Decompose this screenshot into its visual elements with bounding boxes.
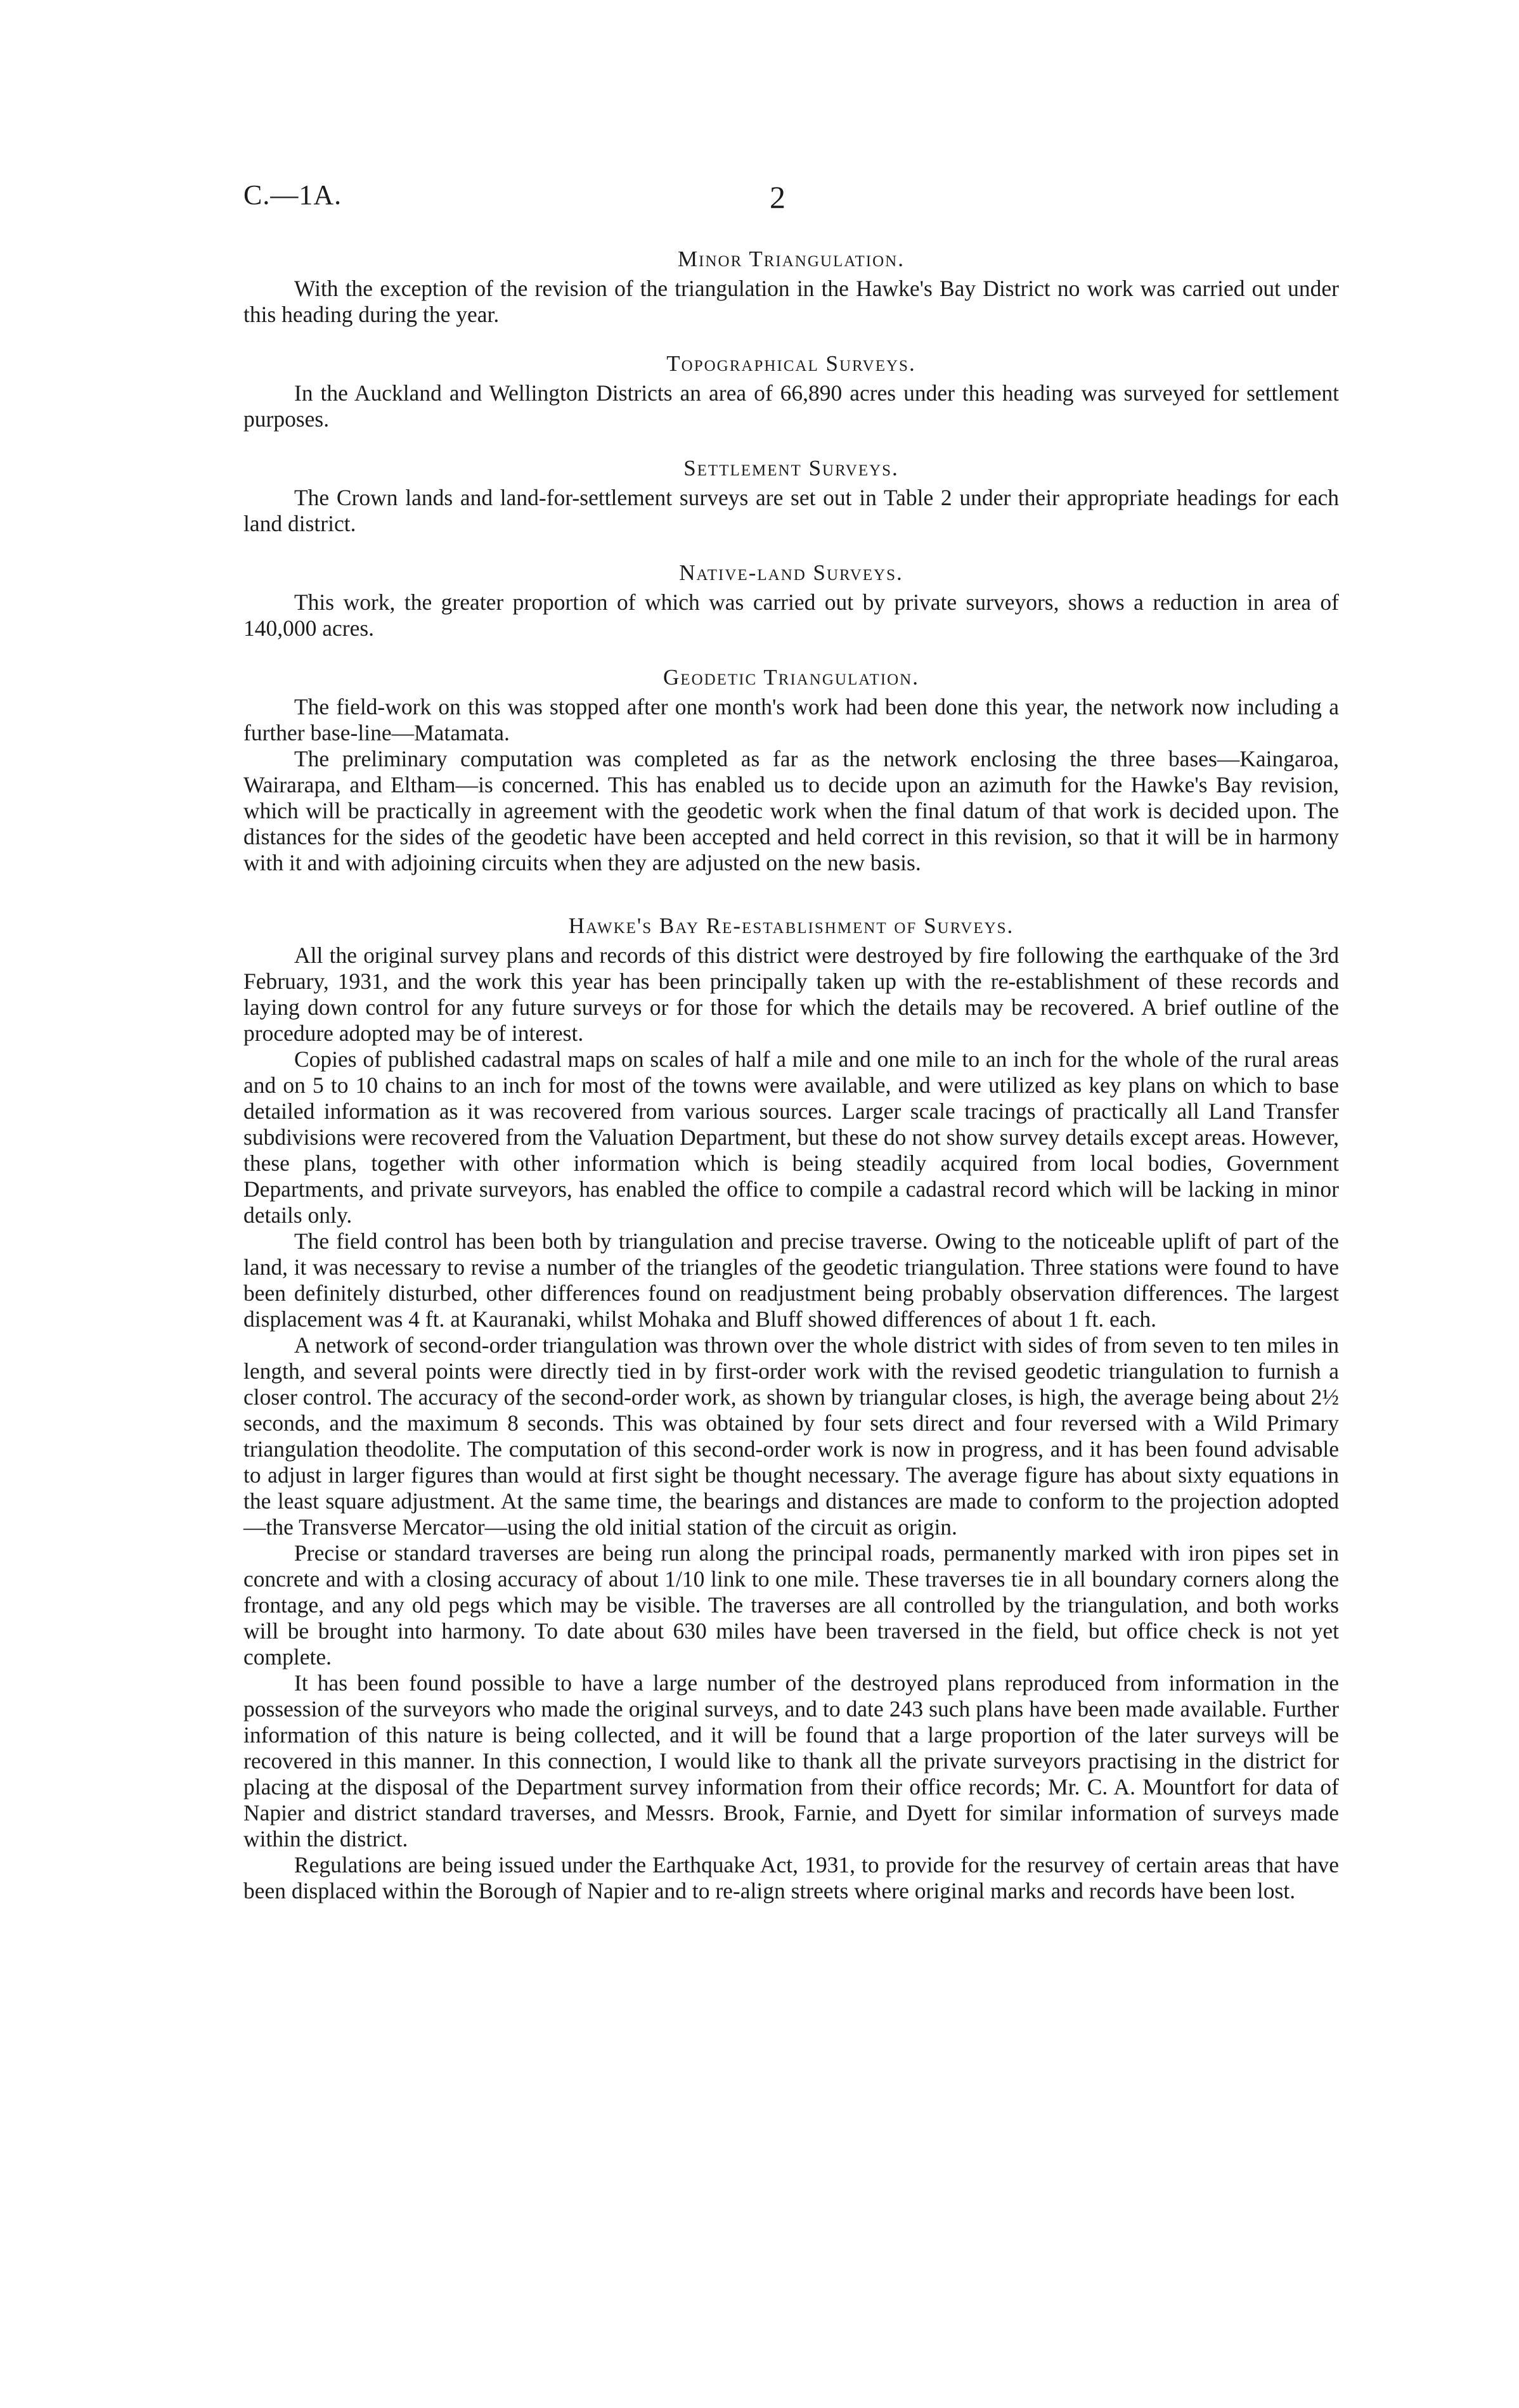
page-body: [243, 246, 1339, 1927]
section-heading: Topographical Surveys.: [666, 351, 916, 376]
section-heading: Hawke's Bay Re-establishment of Surveys.: [568, 913, 1014, 938]
section-minor-triangulation: [243, 246, 1339, 328]
section-settlement-surveys: [243, 455, 1339, 537]
paragraph: A network of second-order triangulation was thrown over the whole district with sides of from seven to ten miles in length, and several points were directly tied in by first-order work with the revised geodetic triangulation to furnish a closer control. The accuracy of the second-order work, as shown by triangular closes, is high, the average being about 2½ seconds, and the maximum 8 seconds. This was obtained by four sets direct and four reversed with a Wild Primary triangulation theodolite. The computation of this second-order work is now in progress, and it has been found advisable to adjust in larger figures than would at first sight be thought necessary. The average figure has about sixty equations in the least square adjustment. At the same time, the bearings and distances are made to conform to the projection adopted—the Transverse Mercator—using the old initial station of the circuit as origin.: [243, 1332, 1339, 1540]
paragraph: With the exception of the revision of the triangulation in the Hawke's Bay District no work was carried out under this heading during the year.: [243, 276, 1339, 327]
section-heading: Geodetic Triangulation.: [663, 665, 919, 690]
section-heading: Native-land Surveys.: [679, 560, 903, 585]
paragraph: Precise or standard traverses are being run along the principal roads, permanently marked with iron pipes set in concrete and with a closing accuracy of about 1/10 link to one mile. These traverses tie in all boundary corners along the frontage, and any old pegs which may be visible. The traverses are all controlled by the triangulation, and both works will be brought into harmony. To date about 630 miles have been traversed in the field, but office check is not yet complete.: [243, 1540, 1339, 1670]
page-header: [243, 179, 1339, 223]
section-heading: Settlement Surveys.: [683, 456, 899, 480]
paragraph: This work, the greater proportion of which was carried out by private surveyors, shows a reduction in area of 140,000 acres.: [243, 589, 1339, 641]
paragraph: The field control has been both by triangulation and precise traverse. Owing to the noticeable uplift of part of the land, it was necessary to revise a number of the triangles of the geodetic triangulation. Three stations were found to have been definitely disturbed, other differences found on readjustment being probably observation differences. The largest displacement was 4 ft. at Kauranaki, whilst Mohaka and Bluff showed differences of about 1 ft. each.: [243, 1228, 1339, 1332]
page-number: 2: [770, 179, 785, 215]
section-hawkes-bay-re-establishment: [243, 913, 1339, 1904]
paragraph: All the original survey plans and records of this district were destroyed by fire following the earthquake of the 3rd February, 1931, and the work this year has been principally taken up with the re-establishment of these records and laying down control for any future surveys or for those for which the details may be recovered. A brief outline of the procedure adopted may be of interest.: [243, 943, 1339, 1046]
section-geodetic-triangulation: [243, 664, 1339, 876]
section-topographical-surveys: [243, 351, 1339, 432]
section-heading: Minor Triangulation.: [678, 247, 905, 271]
paragraph: The preliminary computation was completed as far as the network enclosing the three bases—Kaingaroa, Wairarapa, and Eltham—is concerned. This has enabled us to decide upon an azimuth for the Hawke's Bay revision, which will be practically in agreement with the geodetic work when the final datum of that work is decided upon. The distances for the sides of the geodetic have been accepted and held correct in this revision, so that it will be in harmony with it and with adjoining circuits when they are adjusted on the new basis.: [243, 746, 1339, 875]
paragraph: In the Auckland and Wellington Districts an area of 66,890 acres under this heading was surveyed for settlement purposes.: [243, 380, 1339, 432]
paragraph: The field-work on this was stopped after one month's work had been done this year, the network now including a further base-line—Matamata.: [243, 694, 1339, 745]
document-reference: C.—1A.: [243, 179, 342, 210]
paragraph: Copies of published cadastral maps on scales of half a mile and one mile to an inch for the whole of the rural areas and on 5 to 10 chains to an inch for most of the towns were available, and were utilized as key plans on which to base detailed information as it was recovered from various sources. Larger scale tracings of practically all Land Transfer subdivisions were recovered from the Valuation Department, but these do not show survey details except areas. However, these plans, together with other information which is being steadily acquired from local bodies, Government Departments, and private surveyors, has enabled the office to compile a cadastral record which will be lacking in minor details only.: [243, 1046, 1339, 1228]
paragraph: It has been found possible to have a large number of the destroyed plans reproduced from information in the possession of the surveyors who made the original surveys, and to date 243 such plans have been made available. Further information of this nature is being collected, and it will be found that a large proportion of the later surveys will be recovered in this manner. In this connection, I would like to thank all the private surveyors practising in the district for placing at the disposal of the Department survey information from their office records; Mr. C. A. Mountfort for data of Napier and district standard traverses, and Messrs. Brook, Farnie, and Dyett for similar information of surveys made within the district.: [243, 1670, 1339, 1851]
paragraph: The Crown lands and land-for-settlement surveys are set out in Table 2 under their appropriate headings for each land district.: [243, 485, 1339, 536]
section-native-land-surveys: [243, 560, 1339, 641]
paragraph: Regulations are being issued under the Earthquake Act, 1931, to provide for the resurvey of certain areas that have been displaced within the Borough of Napier and to re-align streets where original marks and records have been lost.: [243, 1852, 1339, 1903]
